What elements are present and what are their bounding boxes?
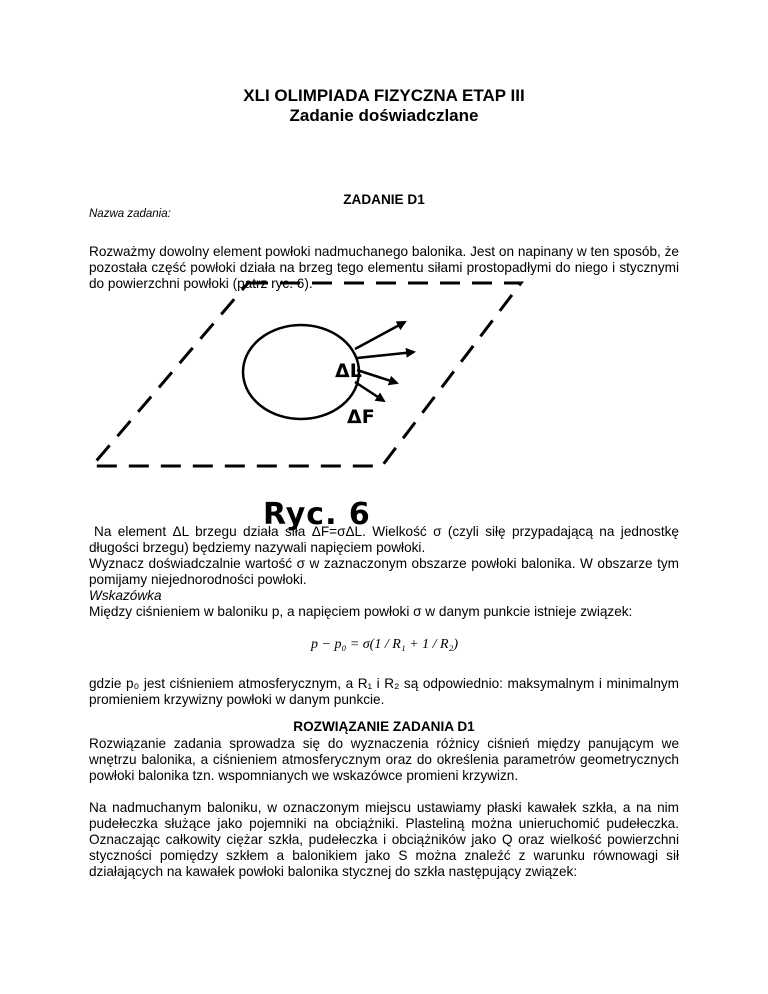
hint-label: Wskazówka (89, 588, 162, 603)
document-title: XLI OLIMPIADA FIZYCZNA ETAP III (243, 86, 525, 105)
task-intro: Rozważmy dowolny element powłoki nadmuchanego balonika. Jest on napinany w ten sposób, że pozostała część powłoki działa na brzeg tego elementu siłami prostopadłymi do niego i stycznymi do powierzchni powłoki (patrz ryc. 6). (89, 244, 679, 291)
task-heading: ZADANIE D1 (343, 192, 425, 207)
dashed-parallelogram (92, 283, 521, 466)
body-paragraph-3: Między ciśnieniem w baloniku p, a napięciem powłoki σ w danym punkcie istnieje związek: (89, 604, 633, 619)
solution-paragraph-1: Rozwiązanie zadania sprowadza się do wyznaczenia różnicy ciśnień między panującym we wnętrzu balonika, a ciśnieniem atmosferycznym oraz do określenia parametrów geometrycznych powłoki balonika tzn. wspomnianych we wskazówce promieni krzywizn. (89, 736, 679, 783)
formula: p − p₀ = σ(1 / R₁ + 1 / R₂) (311, 637, 459, 652)
solution-paragraph-2: Na nadmuchanym baloniku, w oznaczonym miejscu ustawiamy płaski kawałek szkła, a na nim pudełeczka służące jako pojemniki na obciążniki. Plasteliną można unieruchomić pudełeczka. Oznaczając całkowity ciężar szkła, pudełeczka i obciążników jako Q oraz wielkość powierzchni styczności pomiędzy szkłem a balonikiem jako S można znaleźć z warunku równowagi sił działających na kawałek powłoki balonika stycznej do szkła następujący związek: (89, 800, 679, 879)
label-delta-l: ΔL (335, 360, 362, 382)
label-delta-f: ΔF (347, 406, 375, 428)
body-paragraph-1: Na element ΔL brzegu działa siła ΔF=σΔL. Wielkość σ (czyli siłę przypadającą na jednostkę długości brzegu) będziemy nazywali napięciem powłoki. (89, 524, 679, 555)
solution-heading: ROZWIĄZANIE ZADANIA D1 (293, 719, 475, 734)
body-paragraph-4: gdzie p₀ jest ciśnieniem atmosferycznym, a R₁ i R₂ są odpowiednio: maksymalnym i minimalnym promieniem krzywizny powłoki w danym punkcie. (89, 676, 679, 707)
body-paragraph-2: Wyznacz doświadczalnie wartość σ w zaznaczonym obszarze powłoki balonika. W obszarze tym pomijamy niejednorodności powłoki. (89, 556, 679, 587)
force-arrows (355, 322, 414, 401)
figure-caption: Ryc. 6 (263, 497, 371, 532)
document-subtitle: Zadanie doświadczlane (289, 106, 479, 125)
task-name-label: Nazwa zadania: (89, 208, 171, 220)
